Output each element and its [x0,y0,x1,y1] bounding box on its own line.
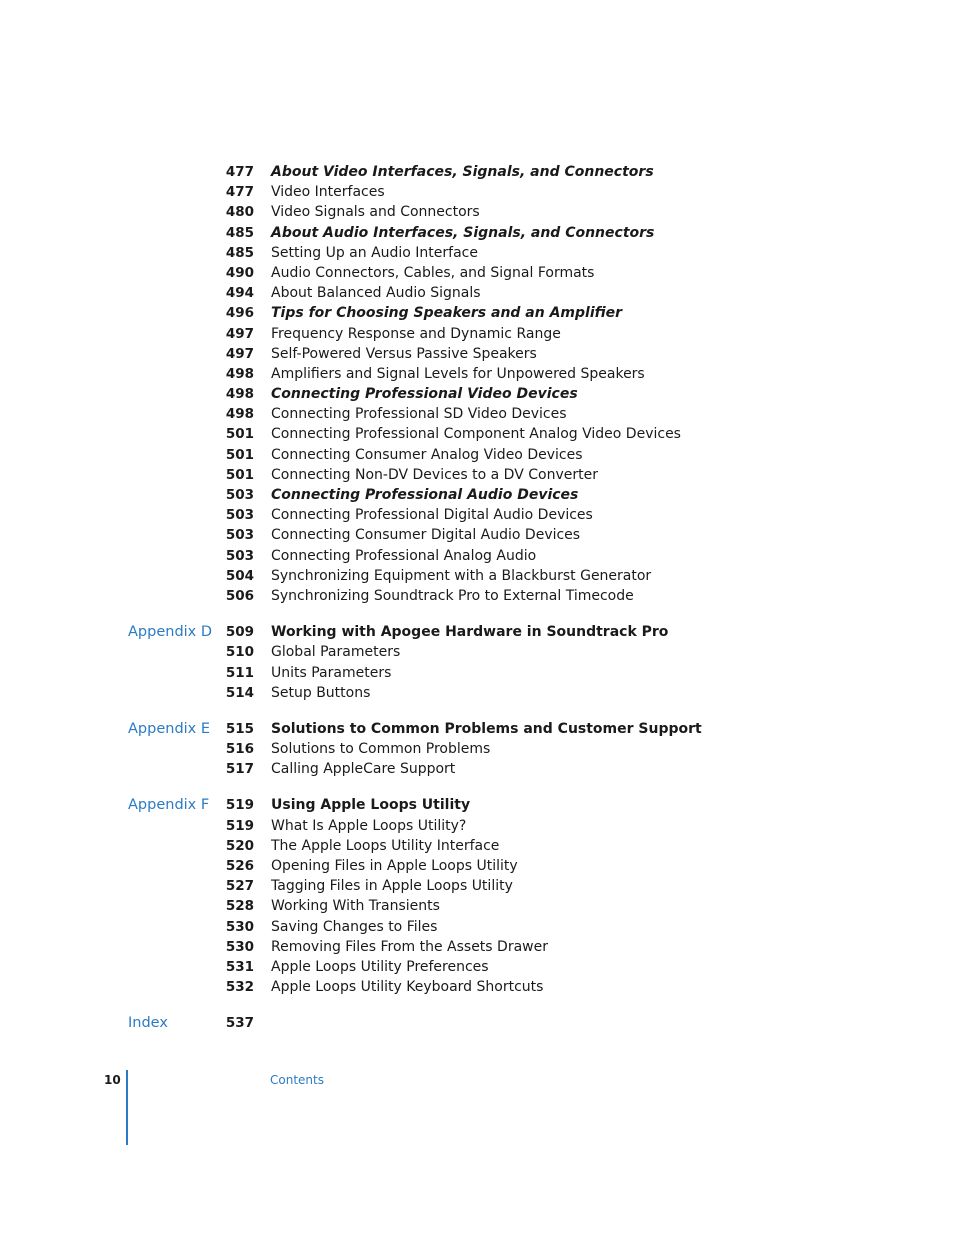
toc-entry[interactable] [0,344,954,364]
toc-entry[interactable] [0,683,954,703]
toc-entry-title: Units Parameters [271,664,392,681]
toc-entry-title: Audio Connectors, Cables, and Signal Formats [271,264,595,281]
toc-entry[interactable] [0,445,954,465]
toc-entry[interactable] [0,1013,954,1033]
toc-page-number: 498 [225,365,254,382]
toc-page-number: 503 [225,487,254,503]
toc-entry-title: Saving Changes to Files [271,918,438,935]
toc-group [0,162,954,606]
toc-page-number: 503 [225,527,254,544]
toc-entry-title: Tagging Files in Apple Loops Utility [271,878,513,895]
toc-entry[interactable] [0,816,954,836]
toc-entry[interactable] [0,223,954,243]
toc-entry-title: Synchronizing Equipment with a Blackburst Generator [271,567,652,584]
toc-entry[interactable] [0,182,954,202]
toc-entry-title: Video Signals and Connectors [271,204,480,221]
toc-page-number: 516 [225,741,254,758]
toc-entry[interactable] [0,896,954,916]
toc-page-number: 480 [225,204,254,221]
toc-entry-title: Removing Files From the Assets Drawer [271,938,548,955]
toc-entry[interactable] [0,364,954,384]
toc-entry-title: Setting Up an Audio Interface [271,244,478,261]
toc-entry-title: Apple Loops Utility Keyboard Shortcuts [271,979,544,996]
toc-entry-title: Self-Powered Versus Passive Speakers [271,345,537,362]
toc-entry[interactable] [0,663,954,683]
toc-entry[interactable] [0,263,954,283]
toc-entry-title: Connecting Professional Component Analog Video Devices [271,426,681,443]
toc-page-number: 531 [225,958,254,975]
toc-entry[interactable] [0,202,954,222]
toc-entry[interactable] [0,957,954,977]
toc-page-number: 501 [225,466,254,483]
toc-page-number: 497 [225,325,254,342]
toc-group [0,719,954,780]
table-of-contents [0,162,954,1034]
appendix-label[interactable]: Appendix F [128,797,210,814]
toc-entry[interactable] [0,404,954,424]
footer-section-label: Contents [270,1073,324,1087]
toc-entry[interactable] [0,836,954,856]
toc-group [0,1013,954,1033]
toc-entry-title: The Apple Loops Utility Interface [271,837,500,854]
toc-page-number: 501 [225,426,254,443]
toc-entry[interactable] [0,876,954,896]
toc-entry[interactable] [0,642,954,662]
toc-page-number: 477 [225,164,254,180]
toc-entry-title: Opening Files in Apple Loops Utility [271,858,518,874]
toc-entry-title: Connecting Professional Video Devices [271,386,578,403]
footer-rule [126,1070,128,1145]
toc-entry[interactable] [0,719,954,739]
toc-page-number: 498 [225,386,254,403]
toc-entry-title: Connecting Professional SD Video Devices [271,406,567,423]
toc-entry-title: Video Interfaces [271,184,385,201]
toc-entry[interactable] [0,759,954,779]
toc-entry-title: Tips for Choosing Speakers and an Amplifier [271,305,623,322]
toc-entry[interactable] [0,546,954,566]
toc-page-number: 510 [225,644,254,661]
toc-entry[interactable] [0,283,954,303]
toc-entry[interactable] [0,505,954,525]
toc-entry-title: Connecting Professional Analog Audio [271,547,537,564]
toc-entry-title: Setup Buttons [271,684,371,701]
toc-page-number: 537 [225,1015,254,1032]
toc-entry[interactable] [0,937,954,957]
toc-page-number: 520 [225,837,254,854]
toc-page-number: 528 [225,898,254,915]
toc-page-number: 485 [225,244,254,261]
toc-entry[interactable] [0,917,954,937]
toc-page-number: 501 [225,446,254,463]
toc-entry[interactable] [0,525,954,545]
toc-entry-title: Working With Transients [271,898,440,915]
toc-group [0,795,954,997]
toc-entry-title: Working with Apogee Hardware in Soundtrack Pro [271,624,669,641]
appendix-label[interactable]: Appendix D [128,624,213,641]
toc-entry[interactable] [0,795,954,815]
toc-page-number: 530 [225,938,254,955]
toc-page-number: 527 [225,878,254,895]
toc-entry[interactable] [0,739,954,759]
toc-entry[interactable] [0,566,954,586]
toc-entry[interactable] [0,243,954,263]
toc-page-number: 498 [225,406,254,423]
appendix-label[interactable]: Index [128,1015,168,1032]
toc-entry-title: About Video Interfaces, Signals, and Connectors [271,164,654,180]
toc-page-number: 485 [225,224,254,241]
toc-page-number: 494 [225,285,254,302]
toc-entry-title: Connecting Non-DV Devices to a DV Converter [271,466,598,483]
toc-page-number: 515 [225,720,254,737]
toc-page-number: 526 [225,858,254,874]
toc-entry[interactable] [0,465,954,485]
toc-entry[interactable] [0,622,954,642]
toc-entry-title: Solutions to Common Problems and Customer Support [271,720,702,737]
toc-page-number: 519 [225,817,254,834]
toc-page-number: 496 [225,305,254,322]
toc-entry-title: Amplifiers and Signal Levels for Unpowered Speakers [271,365,645,382]
toc-entry-title: Calling AppleCare Support [271,761,456,778]
toc-page-number: 506 [225,587,254,604]
toc-entry-title: Connecting Professional Digital Audio Devices [271,507,593,524]
toc-page-number: 504 [225,567,254,584]
toc-entry-title: About Audio Interfaces, Signals, and Connectors [271,224,655,241]
toc-page-number: 497 [225,345,254,362]
toc-page-number: 511 [225,664,254,681]
toc-page-number: 503 [225,507,254,524]
toc-entry-title: Apple Loops Utility Preferences [271,958,489,975]
toc-entry-title: Connecting Consumer Analog Video Devices [271,446,583,463]
toc-entry[interactable] [0,384,954,404]
toc-entry-title: Connecting Professional Audio Devices [271,487,579,503]
toc-page-number: 532 [225,979,254,996]
toc-entry-title: Solutions to Common Problems [271,741,491,758]
appendix-label[interactable]: Appendix E [128,720,211,737]
toc-entry-title: Frequency Response and Dynamic Range [271,325,561,342]
toc-entry[interactable] [0,586,954,606]
toc-entry[interactable] [0,977,954,997]
toc-page-number: 519 [225,797,254,814]
toc-page-number: 477 [225,184,254,201]
toc-page-number: 490 [225,264,254,281]
toc-page-number: 514 [225,684,254,701]
toc-entry-title: Connecting Consumer Digital Audio Devices [271,527,581,544]
toc-entry-title: What Is Apple Loops Utility? [271,817,467,834]
toc-entry[interactable] [0,424,954,444]
toc-entry-title: Global Parameters [271,644,401,661]
toc-entry[interactable] [0,303,954,323]
toc-entry-title: About Balanced Audio Signals [271,285,481,302]
toc-page-number: 530 [225,918,254,935]
toc-page-number: 503 [225,547,254,564]
page-number: 10 [104,1073,121,1087]
toc-entry[interactable] [0,485,954,505]
toc-entry[interactable] [0,324,954,344]
toc-entry[interactable] [0,856,954,876]
toc-page-number: 509 [225,624,254,641]
toc-entry[interactable] [0,162,954,182]
toc-entry-title: Using Apple Loops Utility [271,797,471,814]
toc-page-number: 517 [225,761,254,778]
toc-entry-title: Synchronizing Soundtrack Pro to External Timecode [271,587,634,604]
toc-group [0,622,954,703]
